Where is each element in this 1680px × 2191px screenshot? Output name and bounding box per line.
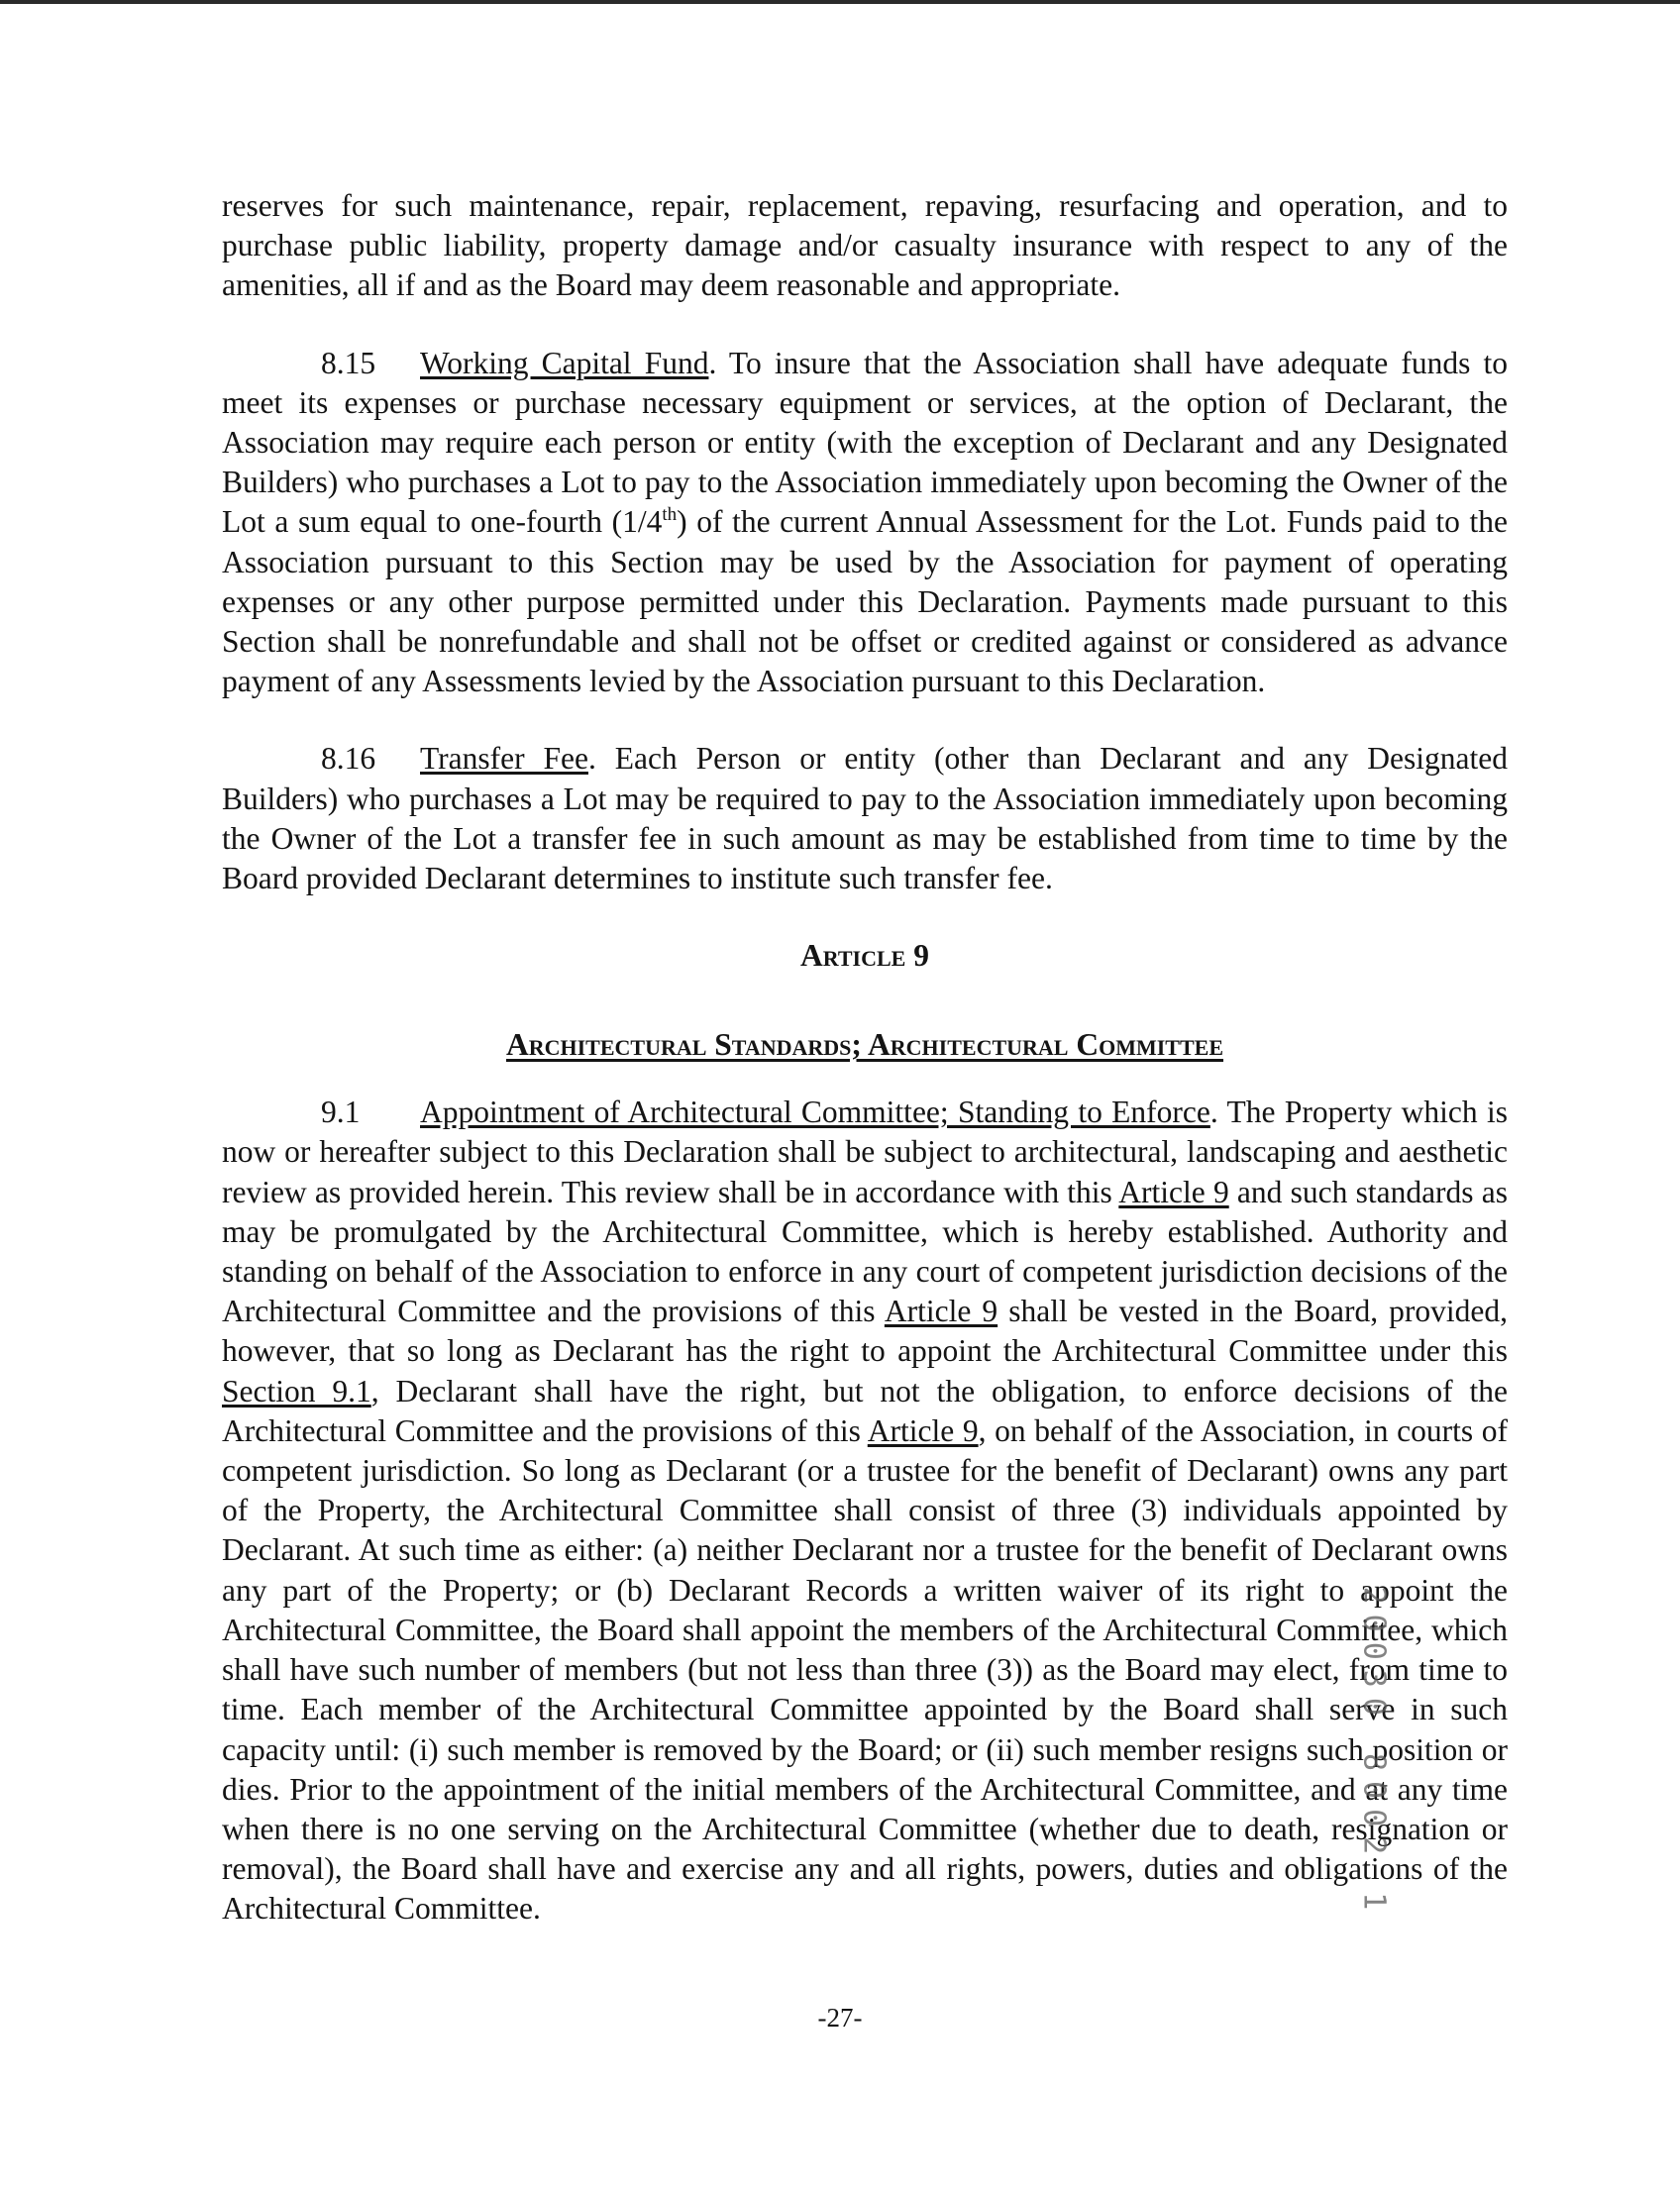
cross-reference-link[interactable]: Article 9 [867, 1412, 979, 1448]
section-text: . The Property which is now or hereafter subject to this Declaration shall be subject to architectural, landscaping and aesthetic review as provided herein. This review shall be in accordance with this [222, 1095, 1508, 1209]
recording-stamp [1349, 1545, 1399, 1961]
section-text: , on behalf of the Association, in courts of competent jurisdiction. So long as Declarant (or a trustee for the benefit of Declarant) owns any part of the Property, the Architectural Committee shall consist of three (3) individuals appointed by Declarant. At such time as either: (a) neither Declarant nor a trustee for the benefit of Declarant owns any part of the Property; or (b) Declarant Records a written waiver of its right to appoint the Architectural Committee, the Board shall appoint the members of the Architectural Committee, which shall have such number of members (but not less than three (3)) as the Board may elect, from time to time. Each member of the Architectural Committee appointed by the Board shall serve in such capacity until: (i) such member is removed by the Board; or (ii) such member resigns such position or dies. Prior to the appointment of the initial members of the Architectural Committee, and at any time when there is no one serving on the Architectural Committee (whether due to death, resignation or removal), the Board shall have and exercise any and all rights, powers, duties and obligations of the Architectural Committee. [222, 1412, 1508, 1927]
section-8-15 [222, 344, 1508, 702]
section-text: , Declarant shall have the right, but not the obligation, to enforce decisions of the Architectural Committee and the provisions of this [222, 1373, 1508, 1448]
document-page [222, 186, 1508, 1967]
section-text: . To insure that the Association shall have adequate funds to meet its expenses or purchase necessary equipment or services, at the option of Declarant, the Association may require each person or entity (with the exception of Declarant and any Designated Builders) who purchases a Lot to pay to the Association immediately upon becoming the Owner of the Lot a sum equal to one-fourth (1/4 [222, 345, 1508, 540]
section-heading: Transfer Fee [420, 741, 588, 777]
section-text-cont: ) of the current Annual Assessment for the Lot. Funds paid to the Association pursuant to this Section may be used by the Association for payment of operating expenses or any other purpose permitted under this Declaration. Payments made pursuant to this Section shall be nonrefundable and shall not be offset or credited against or considered as advance payment of any Assessments levied by the Association pursuant to this Declaration. [222, 504, 1508, 699]
section-number: 8.15 [321, 345, 376, 380]
section-heading: Working Capital Fund [420, 345, 709, 380]
continuation-paragraph: reserves for such maintenance, repair, replacement, repaving, resurfacing and operation, and to purchase public liability, property damage and/or casualty insurance with respect to any of the amenities, all if and as the Board may deem reasonable and appropriate. [222, 188, 1508, 303]
section-text: . Each Person or entity (other than Declarant and any Designated Builders) who purchases a Lot may be required to pay to the Association immediately upon becoming the Owner of the Lot a transfer fee in such amount as may be established from time to time by the Board provided Declarant determines to institute such transfer fee. [222, 741, 1508, 896]
ordinal-superscript: th [662, 504, 678, 526]
section-9-1 [222, 1093, 1508, 1929]
scan-top-edge [0, 0, 1680, 4]
article-title-text: Architectural Standards; Architectural Committee [505, 1027, 1224, 1063]
section-text: and such standards as may be promulgated by the Architectural Committee, which is hereby established. Authority and standing on behalf of the Association to enforce in any court of competent jurisdiction decisions of the Architectural Committee and the provisions of this [222, 1174, 1508, 1329]
cross-reference-link[interactable]: Section 9.1 [222, 1373, 371, 1408]
article-number: Article 9 [800, 938, 929, 974]
section-text: shall be vested in the Board, provided, however, that so long as Declarant has the right to appoint the Architectural Committee under this [222, 1294, 1508, 1369]
section-number: 8.16 [321, 741, 376, 777]
cross-reference-link[interactable]: Article 9 [1118, 1174, 1229, 1209]
section-number: 9.1 [321, 1095, 361, 1130]
cross-reference-link[interactable]: Article 9 [884, 1294, 998, 1329]
section-8-16 [222, 739, 1508, 898]
section-heading: Appointment of Architectural Committee; Standing to Enforce [420, 1095, 1210, 1130]
article-title [222, 1025, 1508, 1065]
recording-stamp-text: 20030 8002 1 [1356, 1586, 1392, 1921]
page-number: -27- [817, 2003, 863, 2033]
